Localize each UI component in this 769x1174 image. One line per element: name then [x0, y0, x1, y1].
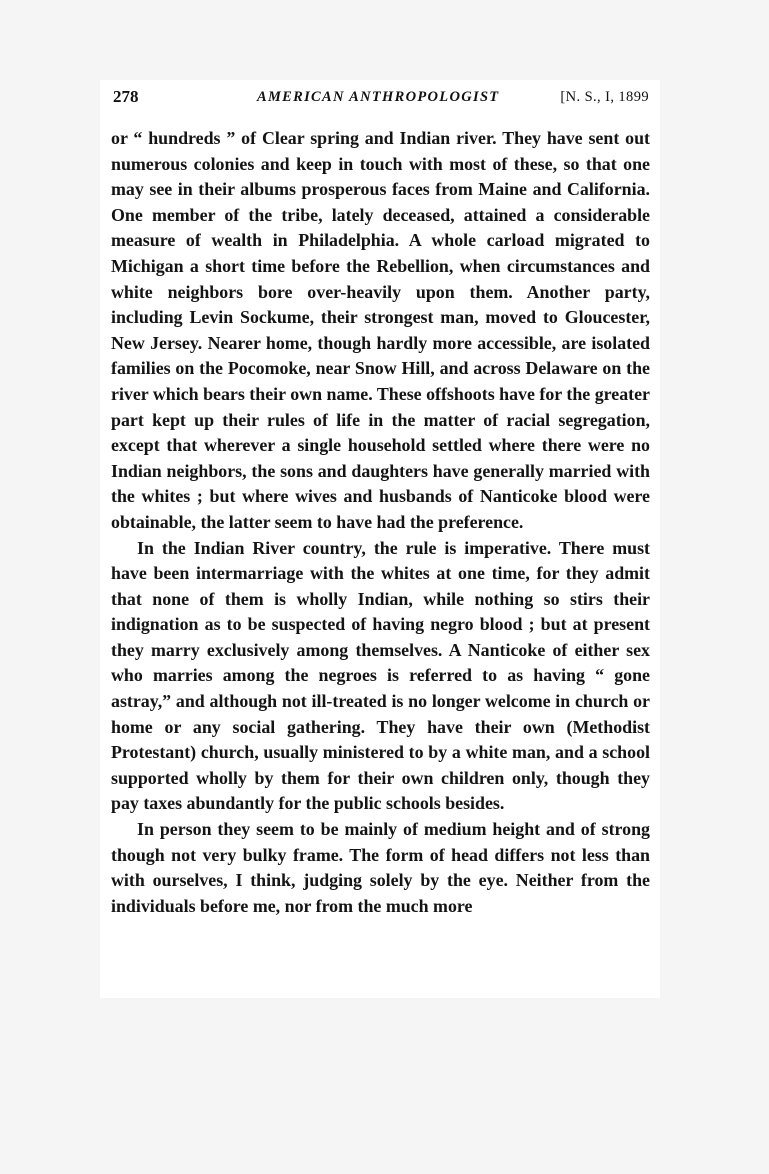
paragraph-physical-traits: In person they seem to be mainly of medium height and of strong though not very bulky frame. The form of head differs not less than with ourselves, I think, judging solely by the eye. Neither from the individuals before me, nor from the much more — [111, 819, 650, 916]
paragraph-continued: or “ hundreds ” of Clear spring and Indian river. They have sent out numerous colonies and keep in touch with most of these, so that one may see in their albums prosperous faces from Maine and California. One member of the tribe, lately deceased, attained a considerable measure of wealth in Philadelphia. A whole carload migrated to Michigan a short time before the Rebellion, when circumstances and white neighbors bore over-heavily upon them. Another party, including Levin Sockume, their strongest man, moved to Gloucester, New Jersey. Nearer home, though hardly more accessible, are isolated families on the Pocomoke, near Snow Hill, and across Delaware on the river which bears their own name. These offshoots have for the greater part kept up their rules of life in the matter of racial segregation, except that wherever a single household settled where there were no Indian neighbors, the sons and daughters have generally married with the whites ; but where wives and husbands of Nanticoke blood were obtainable, the latter seem to have had the preference. — [111, 128, 650, 532]
journal-title: AMERICAN ANTHROPOLOGIST — [257, 89, 500, 105]
page-number: 278 — [113, 87, 139, 106]
body-text — [111, 126, 650, 919]
paragraph-indian-river: In the Indian River country, the rule is imperative. There must have been intermarriage with the whites at one time, for they admit that none of them is wholly Indian, while nothing so stirs their indignation as to be suspected of having negro blood ; but at present they marry exclusively among themselves. A Nanticoke of either sex who marries among the negroes is referred to as having “ gone astray,” and although not ill-treated is no longer welcome in church or home or any social gathering. They have their own (Methodist Protestant) church, usually ministered to by a white man, and a school supported wholly by them for their own children only, though they pay taxes abundantly for the public schools besides. — [111, 537, 650, 814]
running-head — [113, 84, 649, 114]
issue-reference: [N. S., I, 1899 — [560, 89, 649, 105]
